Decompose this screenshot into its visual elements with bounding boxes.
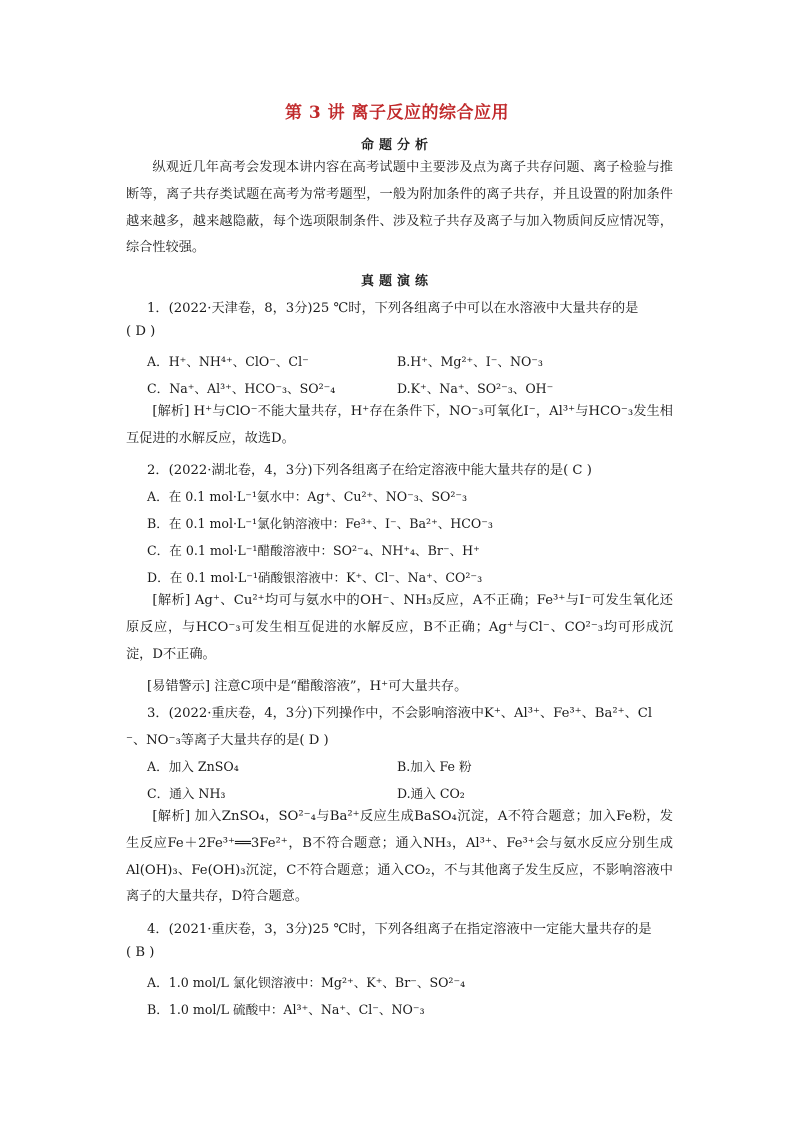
q2-option-d: D．在 0.1 mol·L⁻¹硝酸银溶液中：K⁺、Cl⁻、Na⁺、CO²⁻₃ <box>147 570 483 585</box>
section-heading-practice: 真题演练 <box>360 274 433 289</box>
q3-stem-line2: ⁻、NO⁻₃等离子大量共存的是( D ) <box>126 733 329 748</box>
q4-option-b: B．1.0 mol/L 硫酸中：Al³⁺、Na⁺、Cl⁻、NO⁻₃ <box>147 1002 425 1017</box>
q1-option-b: B.H⁺、Mg²⁺、I⁻、NO⁻₃ <box>397 354 543 369</box>
q3-option-a: A．加入 ZnSO₄ <box>147 759 239 774</box>
q3-analysis: [解析] 加入ZnSO₄，SO²⁻₄与Ba²⁺反应生成BaSO₄沉淀，A不符合题意；加入Fe粉，发生反应Fe＋2Fe³⁺══3Fe²⁺，B不符合题意；通入NH₃，Al³⁺、Fe³⁺会与氨水反应分别生成Al(OH)₃、Fe(OH)₃沉淀，C不符合题意；通入CO₂，不与其他离子发生反应，不影响溶液中离子的大量共存，D符合题意。 <box>126 809 673 905</box>
q2-option-b: B．在 0.1 mol·L⁻¹氯化钠溶液中：Fe³⁺、I⁻、Ba²⁺、HCO⁻₃ <box>147 516 493 531</box>
q2-option-a: A．在 0.1 mol·L⁻¹氨水中：Ag⁺、Cu²⁺、NO⁻₃、SO²⁻₃ <box>147 489 468 504</box>
q1-answer: ( D ) <box>126 324 156 339</box>
q2-analysis: [解析] Ag⁺、Cu²⁺均可与氨水中的OH⁻、NH₃反应，A不正确；Fe³⁺与I⁻可发生氧化还原反应，与HCO⁻₃可发生相互促进的水解反应，B不正确；Ag⁺与Cl⁻、CO²⁻₃均可形成沉淀，D不正确。 <box>126 593 673 662</box>
q1-stem: 1．(2022·天津卷，8，3分)25 ℃时，下列各组离子中可以在水溶液中大量共存的是 <box>147 301 639 316</box>
q2-option-c: C．在 0.1 mol·L⁻¹醋酸溶液中：SO²⁻₄、NH⁺₄、Br⁻、H⁺ <box>147 543 480 558</box>
section-heading-analysis: 命题分析 <box>360 138 433 153</box>
q2-stem: 2．(2022·湖北卷，4，3分)下列各组离子在给定溶液中能大量共存的是( C ) <box>147 463 592 478</box>
intro-paragraph: 纵观近几年高考会发现本讲内容在高考试题中主要涉及点为离子共存问题、离子检验与推断等，离子共存类试题在高考为常考题型，一般为附加条件的离子共存，并且设置的附加条件越来越多，越来越隐蔽，每个选项限制条件、涉及粒子共存及离子与加入物质间反应情况等，综合性较强。 <box>126 160 673 256</box>
q3-option-d: D.通入 CO₂ <box>397 786 465 801</box>
q3-stem-line1: 3．(2022·重庆卷，4，3分)下列操作中，不会影响溶液中K⁺、Al³⁺、Fe³⁺、Ba²⁺、Cl <box>147 706 653 721</box>
q1-option-a: A．H⁺、NH⁴⁺、ClO⁻、Cl⁻ <box>147 354 309 369</box>
q2-warning: [易错警示] 注意C项中是“醋酸溶液”，H⁺可大量共存。 <box>147 679 468 694</box>
q4-option-a: A．1.0 mol/L 氯化钡溶液中：Mg²⁺、K⁺、Br⁻、SO²⁻₄ <box>147 975 466 990</box>
q1-option-c: C．Na⁺、Al³⁺、HCO⁻₃、SO²⁻₄ <box>147 381 336 396</box>
q3-option-b: B.加入 Fe 粉 <box>397 759 472 774</box>
q1-option-d: D.K⁺、Na⁺、SO²⁻₃、OH⁻ <box>397 381 554 396</box>
q1-analysis: [解析] H⁺与ClO⁻不能大量共存，H⁺存在条件下，NO⁻₃可氧化I⁻，Al³⁺与HCO⁻₃发生相互促进的水解反应，故选D。 <box>126 404 673 446</box>
q4-stem: 4．(2021·重庆卷，3，3分)25 ℃时，下列各组离子在指定溶液中一定能大量共存的是 <box>147 922 652 937</box>
lecture-title: 第 3 讲 离子反应的综合应用 <box>284 103 510 123</box>
q3-option-c: C．通入 NH₃ <box>147 786 226 801</box>
q4-answer: ( B ) <box>126 945 155 960</box>
